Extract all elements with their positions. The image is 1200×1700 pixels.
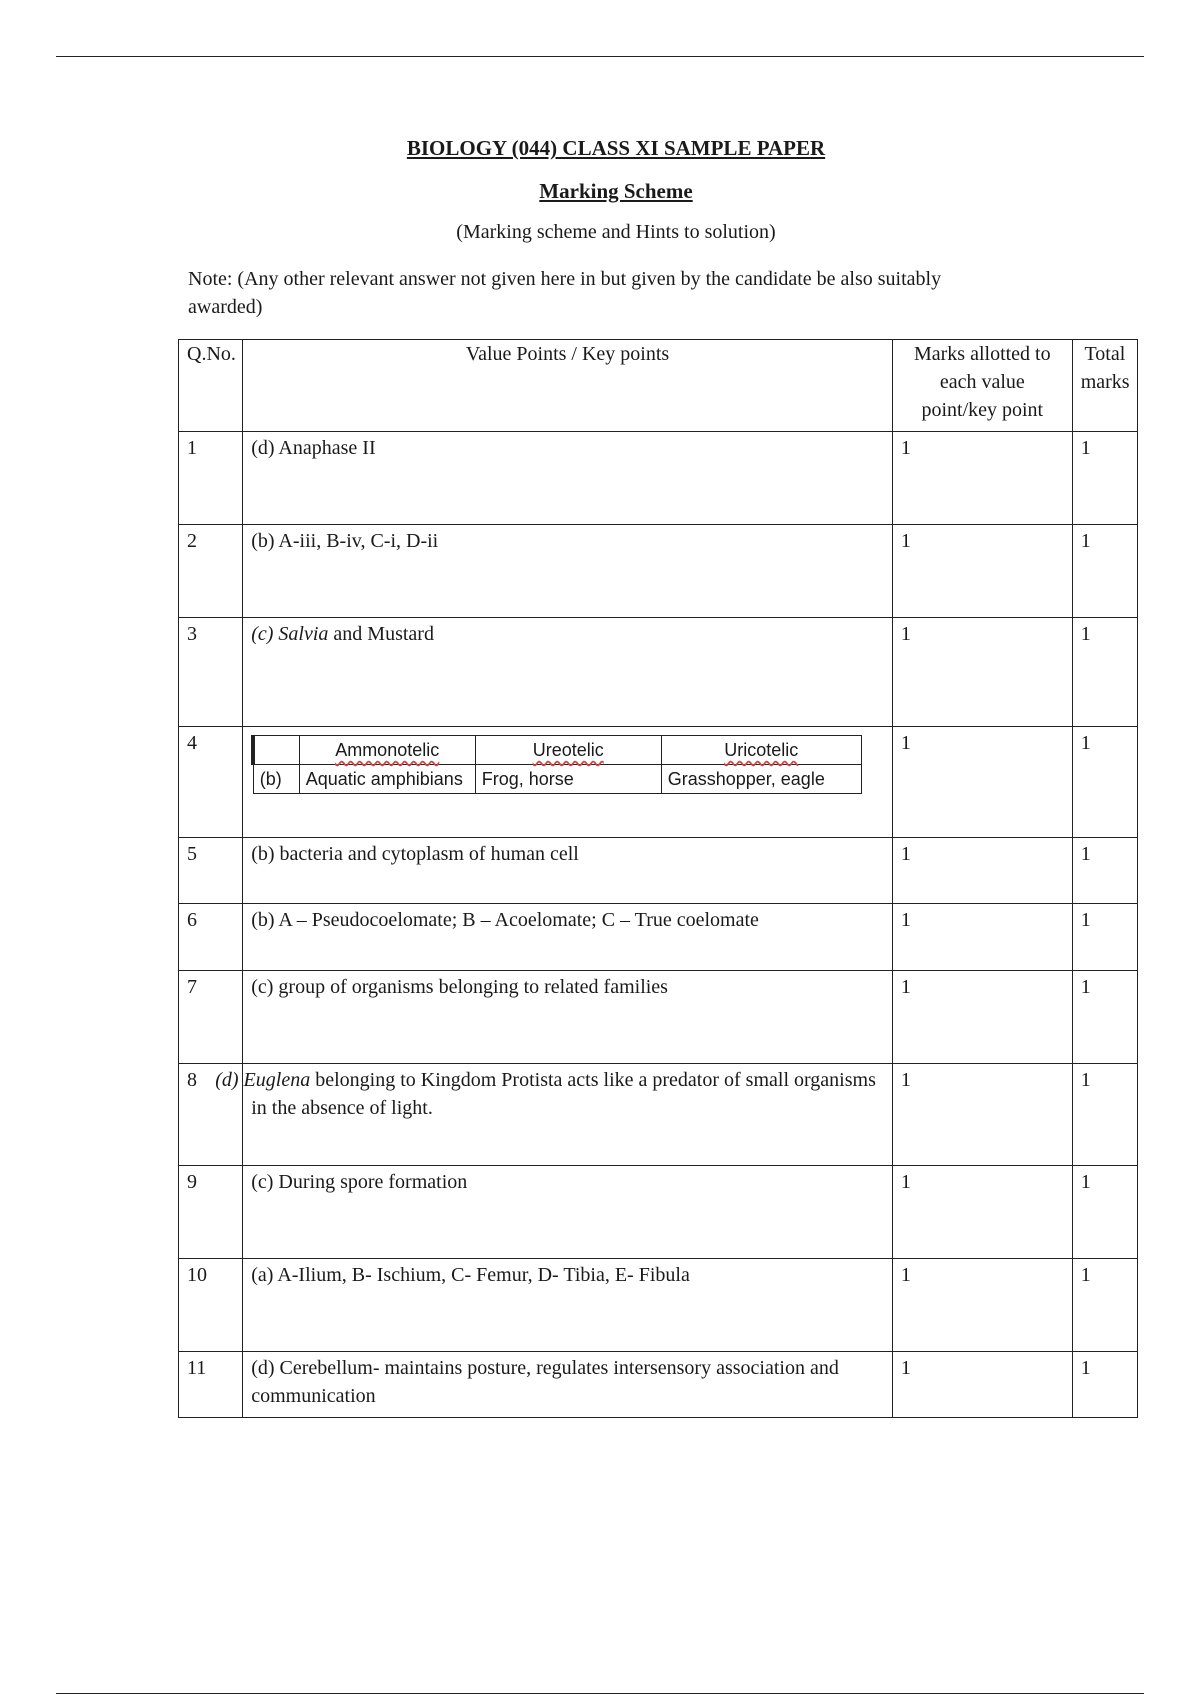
excretion-example-cell: Grasshopper, eagle — [661, 765, 861, 794]
table-row — [179, 904, 1138, 971]
excretion-data-row — [253, 765, 861, 794]
marks-allotted: 1 — [892, 1064, 1072, 1166]
bottom-rule — [56, 1693, 1144, 1694]
excretion-example-cell: Aquatic amphibians — [299, 765, 475, 794]
total-marks: 1 — [1072, 1352, 1137, 1418]
value-text: (b) A-iii, B-iv, C-i, D-ii — [251, 530, 439, 552]
col-header-total-marks: Total marks — [1072, 340, 1137, 432]
table-row — [179, 1166, 1138, 1259]
page-title: BIOLOGY (044) CLASS XI SAMPLE PAPER — [406, 136, 826, 160]
excretion-header-row — [253, 736, 861, 765]
marking-scheme-table — [178, 339, 1138, 1418]
value-point — [243, 1259, 893, 1352]
total-marks: 1 — [1072, 971, 1137, 1064]
total-marks: 1 — [1072, 618, 1137, 727]
value-text: (c) — [251, 623, 279, 645]
table-row — [179, 525, 1138, 618]
value-text-italic: Salvia — [278, 623, 329, 645]
question-number: 10 — [179, 1259, 243, 1352]
marks-allotted: 1 — [892, 1352, 1072, 1418]
value-text: (b) bacteria and cytoplasm of human cell — [251, 843, 579, 865]
total-marks: 1 — [1072, 727, 1137, 838]
excretion-example-cell: Frog, horse — [475, 765, 661, 794]
total-marks: 1 — [1072, 1064, 1137, 1166]
value-point — [243, 971, 893, 1064]
total-marks: 1 — [1072, 838, 1137, 904]
value-text-rest: and Mustard — [328, 623, 434, 645]
value-point — [243, 838, 893, 904]
blank-corner-cell — [253, 736, 299, 765]
value-point — [243, 1352, 893, 1418]
value-text: (c) During spore formation — [251, 1171, 468, 1193]
table-row — [179, 838, 1138, 904]
col-header-marks-allotted: Marks allotted to each value point/key point — [892, 340, 1072, 432]
question-number: 9 — [179, 1166, 243, 1259]
question-number: 6 — [179, 904, 243, 971]
question-number: 1 — [179, 432, 243, 525]
value-point — [243, 727, 893, 838]
question-number: 2 — [179, 525, 243, 618]
marks-allotted: 1 — [892, 618, 1072, 727]
value-text: (d) Cerebellum- maintains posture, regulates intersensory association and communication — [251, 1357, 839, 1407]
excretion-header-ammonotelic: Ammonotelic — [299, 736, 475, 765]
table-row — [179, 1064, 1138, 1166]
table-row — [179, 727, 1138, 838]
marks-allotted: 1 — [892, 971, 1072, 1064]
question-number: 7 — [179, 971, 243, 1064]
total-marks: 1 — [1072, 432, 1137, 525]
table-row — [179, 971, 1138, 1064]
excretion-header-uricotelic: Uricotelic — [661, 736, 861, 765]
marks-allotted: 1 — [892, 432, 1072, 525]
marks-allotted: 1 — [892, 1259, 1072, 1352]
top-rule — [56, 56, 1144, 57]
excretion-header-ureotelic: Ureotelic — [475, 736, 661, 765]
table-row — [179, 1352, 1138, 1418]
excretion-type-table — [251, 735, 862, 794]
value-point — [243, 904, 893, 971]
marks-allotted: 1 — [892, 525, 1072, 618]
option-label: (b) — [253, 765, 299, 794]
col-header-value-points: Value Points / Key points — [243, 340, 893, 432]
value-text: (d) Anaphase II — [251, 437, 376, 459]
total-marks: 1 — [1072, 1259, 1137, 1352]
col-header-qno: Q.No. — [179, 340, 243, 432]
question-number: 3 — [179, 618, 243, 727]
marks-allotted: 1 — [892, 1166, 1072, 1259]
value-text: (c) group of organisms belonging to related families — [251, 976, 668, 998]
value-text: (b) A – Pseudocoelomate; B – Acoelomate; C – True coelomate — [251, 909, 759, 931]
value-point — [215, 1064, 893, 1166]
table-header-row — [179, 340, 1138, 432]
question-number: 5 — [179, 838, 243, 904]
marks-allotted: 1 — [892, 904, 1072, 971]
marks-allotted: 1 — [892, 727, 1072, 838]
table-row — [179, 1259, 1138, 1352]
value-text-rest: belonging to Kingdom Protista acts like a predator of small organisms in the absence of light. — [251, 1069, 876, 1119]
table-body — [179, 432, 1138, 1418]
value-text: (a) A-Ilium, B- Ischium, C- Femur, D- Tibia, E- Fibula — [251, 1264, 690, 1286]
table-row — [179, 432, 1138, 525]
hint-line: (Marking scheme and Hints to solution) — [456, 221, 776, 243]
question-number: 11 — [179, 1352, 243, 1418]
marks-allotted: 1 — [892, 838, 1072, 904]
table-row — [179, 618, 1138, 727]
total-marks: 1 — [1072, 1166, 1137, 1259]
value-point — [243, 1166, 893, 1259]
total-marks: 1 — [1072, 904, 1137, 971]
value-text-italic: Euglena — [243, 1069, 311, 1091]
value-point — [243, 432, 893, 525]
value-point — [243, 525, 893, 618]
note-paragraph: Note: (Any other relevant answer not given here in but given by the candidate be also suitably awarded) — [188, 268, 942, 318]
value-point — [243, 618, 893, 727]
page-subtitle: Marking Scheme — [539, 179, 693, 203]
question-number: 8 — [179, 1064, 243, 1166]
total-marks: 1 — [1072, 525, 1137, 618]
question-number: 4 — [179, 727, 243, 838]
value-text: (d) — [215, 1069, 244, 1091]
